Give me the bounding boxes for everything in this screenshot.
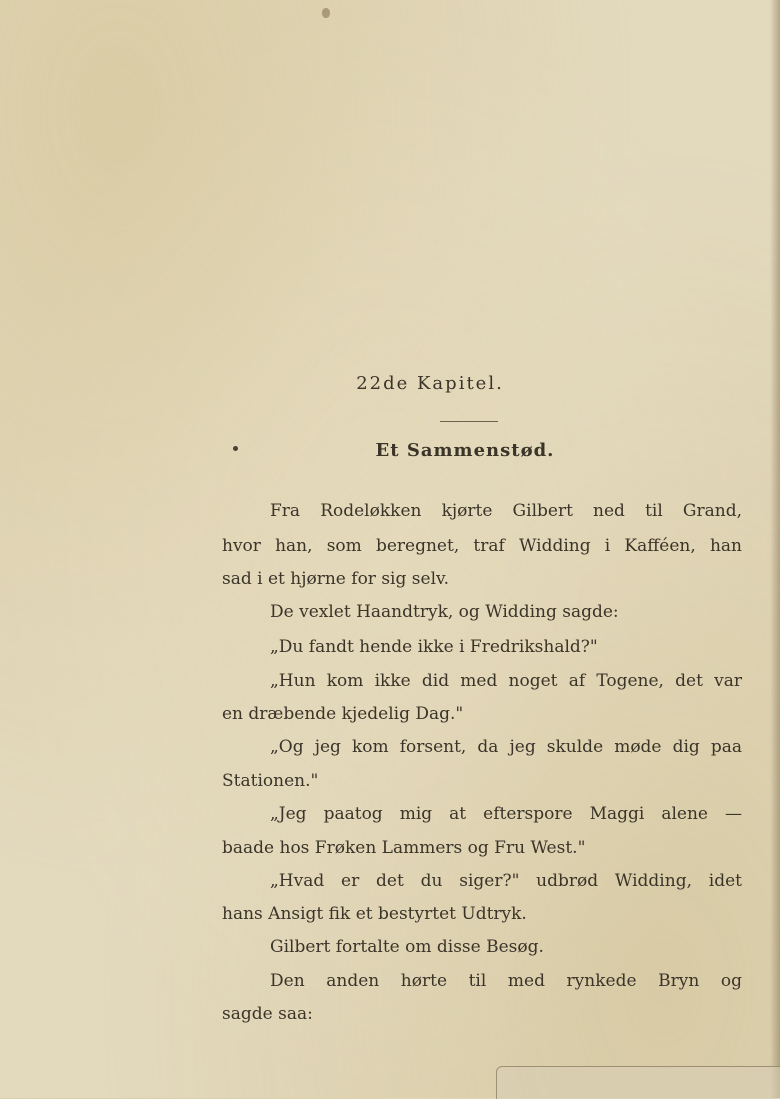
text-line: Stationen." [222, 771, 319, 791]
text-line: „Jeg paatog mig at efterspore Maggi alene — [270, 804, 742, 824]
text-line: „Hun kom ikke did med noget af Togene, det var [270, 671, 742, 691]
chapter-heading: 22de Kapitel. [356, 373, 504, 394]
ink-dot [233, 446, 238, 451]
chapter-title: Et Sammenstød. [375, 440, 555, 461]
text-line: „Du fandt hende ikke i Fredrikshald?" [270, 637, 598, 657]
text-line: De vexlet Haandtryk, og Widding sagde: [270, 602, 619, 622]
text-line: Fra Rodeløkken kjørte Gilbert ned til Grand, [270, 501, 742, 521]
page-edge-shadow [770, 0, 780, 1098]
text-line: baade hos Frøken Lammers og Fru West." [222, 838, 586, 858]
text-line: en dræbende kjedelig Dag." [222, 704, 464, 724]
text-line: „Hvad er det du siger?" udbrød Widding, idet [270, 871, 742, 891]
text-line: „Og jeg kom forsent, da jeg skulde møde dig paa [270, 737, 742, 757]
text-line: hvor han, som beregnet, traf Widding i Kafféen, han [222, 536, 742, 556]
text-line: sagde saa: [222, 1004, 313, 1024]
text-line: hans Ansigt fik et bestyrtet Udtryk. [222, 904, 527, 924]
bottom-page-fold [496, 1066, 780, 1099]
heading-rule [440, 421, 498, 422]
paper-stain [322, 8, 330, 18]
text-line: Den anden hørte til med rynkede Bryn og [270, 971, 742, 991]
text-line: Gilbert fortalte om disse Besøg. [270, 937, 544, 957]
text-line: sad i et hjørne for sig selv. [222, 569, 449, 589]
